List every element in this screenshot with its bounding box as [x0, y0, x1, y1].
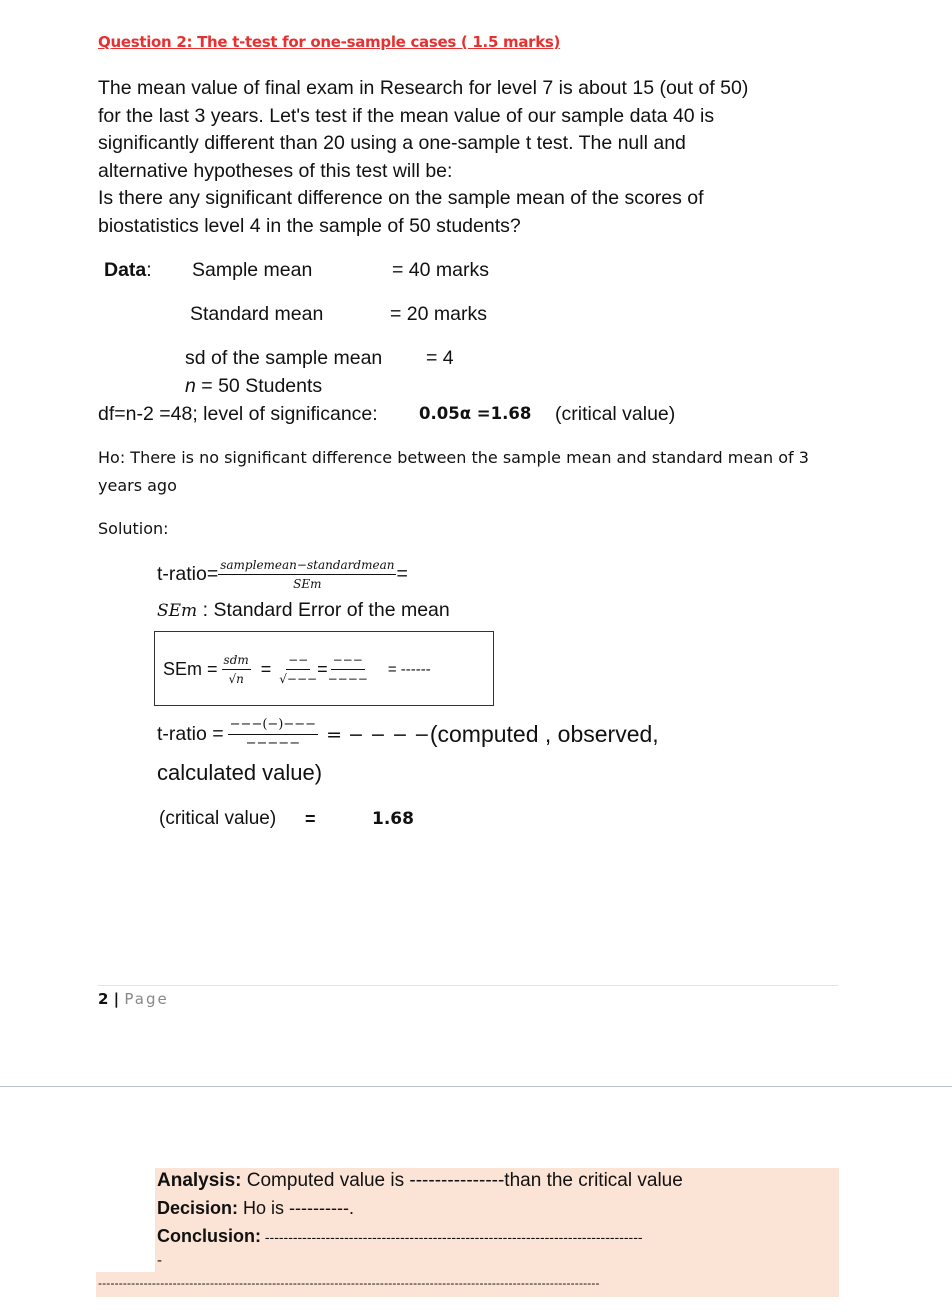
critical-note: (critical value)	[555, 403, 676, 425]
sem-definition	[157, 599, 450, 622]
page-break-line	[0, 1086, 952, 1087]
t-ratio-computed-fraction	[228, 718, 318, 751]
sample-mean-label: Sample mean	[192, 259, 313, 281]
data-label: Data	[104, 259, 147, 281]
t-ratio-computed-label: t-ratio =	[157, 723, 224, 745]
intro-line: Is there any significant difference on the sample mean of the scores of	[98, 187, 704, 210]
analysis-label: Analysis:	[157, 1170, 242, 1191]
bottom-dash-line: -------------------------------------------------------------------------------------------------------------------------	[98, 1276, 600, 1290]
sem-label: SEm =	[163, 659, 218, 679]
solution-label: Solution:	[98, 519, 169, 538]
sd-value: = 4	[426, 347, 454, 369]
sem-numerator: sdm	[222, 653, 251, 670]
decision-text: Ho is ----------.	[238, 1198, 354, 1218]
page-word: Page	[124, 990, 169, 1008]
blank-denominator-2: −−−−	[327, 672, 368, 686]
page-footer	[98, 990, 169, 1008]
sem-fraction	[222, 653, 251, 686]
analysis-text: Computed value is ---------------than the critical value	[241, 1170, 683, 1191]
df-line	[98, 403, 378, 426]
question-title: Question 2: The t-test for one-sample cases ( 1.5 marks)	[98, 33, 561, 51]
t-ratio-computed-numerator: −−−(−)−−−	[228, 718, 318, 735]
conclusion-text: ---------------------------------------------------------------------------------	[261, 1229, 643, 1245]
intro-line: The mean value of final exam in Research for level 7 is about 15 (out of 50)	[98, 77, 749, 99]
conclusion-label: Conclusion:	[157, 1226, 261, 1246]
intro-line: for the last 3 years. Let's test if the mean value of our sample data 40 is	[98, 104, 715, 127]
page-number: 2	[98, 990, 109, 1008]
intro-line: alternative hypotheses of this test will be:	[98, 159, 453, 182]
question-intro	[98, 75, 818, 241]
sem-denominator: √n	[228, 672, 244, 686]
blank-numerator-2: −−−	[331, 653, 365, 670]
critical-value: 1.68	[372, 809, 414, 829]
t-ratio-fraction	[218, 558, 396, 591]
null-hypothesis-line1: Ho: There is no significant difference between the sample mean and standard mean of 3	[98, 448, 809, 467]
t-ratio-computed	[157, 718, 659, 751]
standard-mean-label: Standard mean	[190, 303, 324, 325]
sem-blank-fraction-1	[279, 653, 317, 686]
page-separator: |	[108, 990, 125, 1008]
sem-symbol: SEm	[157, 601, 198, 621]
t-ratio-equals: =	[396, 563, 408, 585]
t-ratio-computed-note-2: calculated value)	[157, 760, 323, 785]
t-ratio-denominator: SEm	[293, 577, 322, 591]
decision-line	[157, 1198, 354, 1219]
sem-formula	[163, 653, 431, 686]
sem-blank-fraction-2	[328, 653, 368, 686]
critical-value-equals: =	[305, 809, 316, 829]
sample-mean-value: = 40 marks	[392, 259, 489, 281]
sd-label: sd of the sample mean	[185, 347, 383, 369]
data-label-group	[104, 259, 152, 282]
sem-equals-2: =	[317, 659, 328, 679]
sem-definition-text: : Standard Error of the mean	[197, 599, 450, 621]
intro-line: significantly different than 20 using a one-sample t test. The null and	[98, 132, 686, 155]
n-value: = 50 Students	[195, 375, 323, 397]
t-ratio-computed-result: = − − − −	[326, 723, 430, 746]
footer-rule	[98, 985, 838, 986]
standard-mean-value: = 20 marks	[390, 303, 487, 325]
blank-denominator-1: √−−−	[279, 672, 318, 686]
data-colon: :	[146, 259, 152, 281]
df-text: df=n-2 =48; level of significance:	[98, 403, 378, 425]
intro-line: biostatistics level 4 in the sample of 50 students?	[98, 214, 521, 237]
critical-value-label: (critical value)	[159, 808, 277, 829]
t-ratio-formula	[157, 558, 408, 591]
t-ratio-label: t-ratio=	[157, 563, 219, 585]
analysis-line	[157, 1170, 683, 1192]
decision-label: Decision:	[157, 1198, 239, 1218]
sem-equals-1: =	[260, 659, 272, 679]
null-hypothesis-line2: years ago	[98, 476, 177, 495]
n-line	[185, 375, 322, 398]
stray-dash: -	[157, 1252, 162, 1269]
t-ratio-computed-denominator: −−−−−	[245, 736, 301, 751]
n-symbol: n	[185, 375, 196, 397]
conclusion-line	[157, 1226, 643, 1247]
sem-equals-3: = ------	[387, 661, 431, 678]
t-ratio-numerator: samplemean−standardmean	[218, 558, 396, 575]
t-ratio-computed-note: (computed , observed,	[429, 721, 659, 747]
blank-numerator-1: −−	[286, 653, 310, 670]
alpha-value: 0.05α =1.68	[419, 404, 532, 423]
